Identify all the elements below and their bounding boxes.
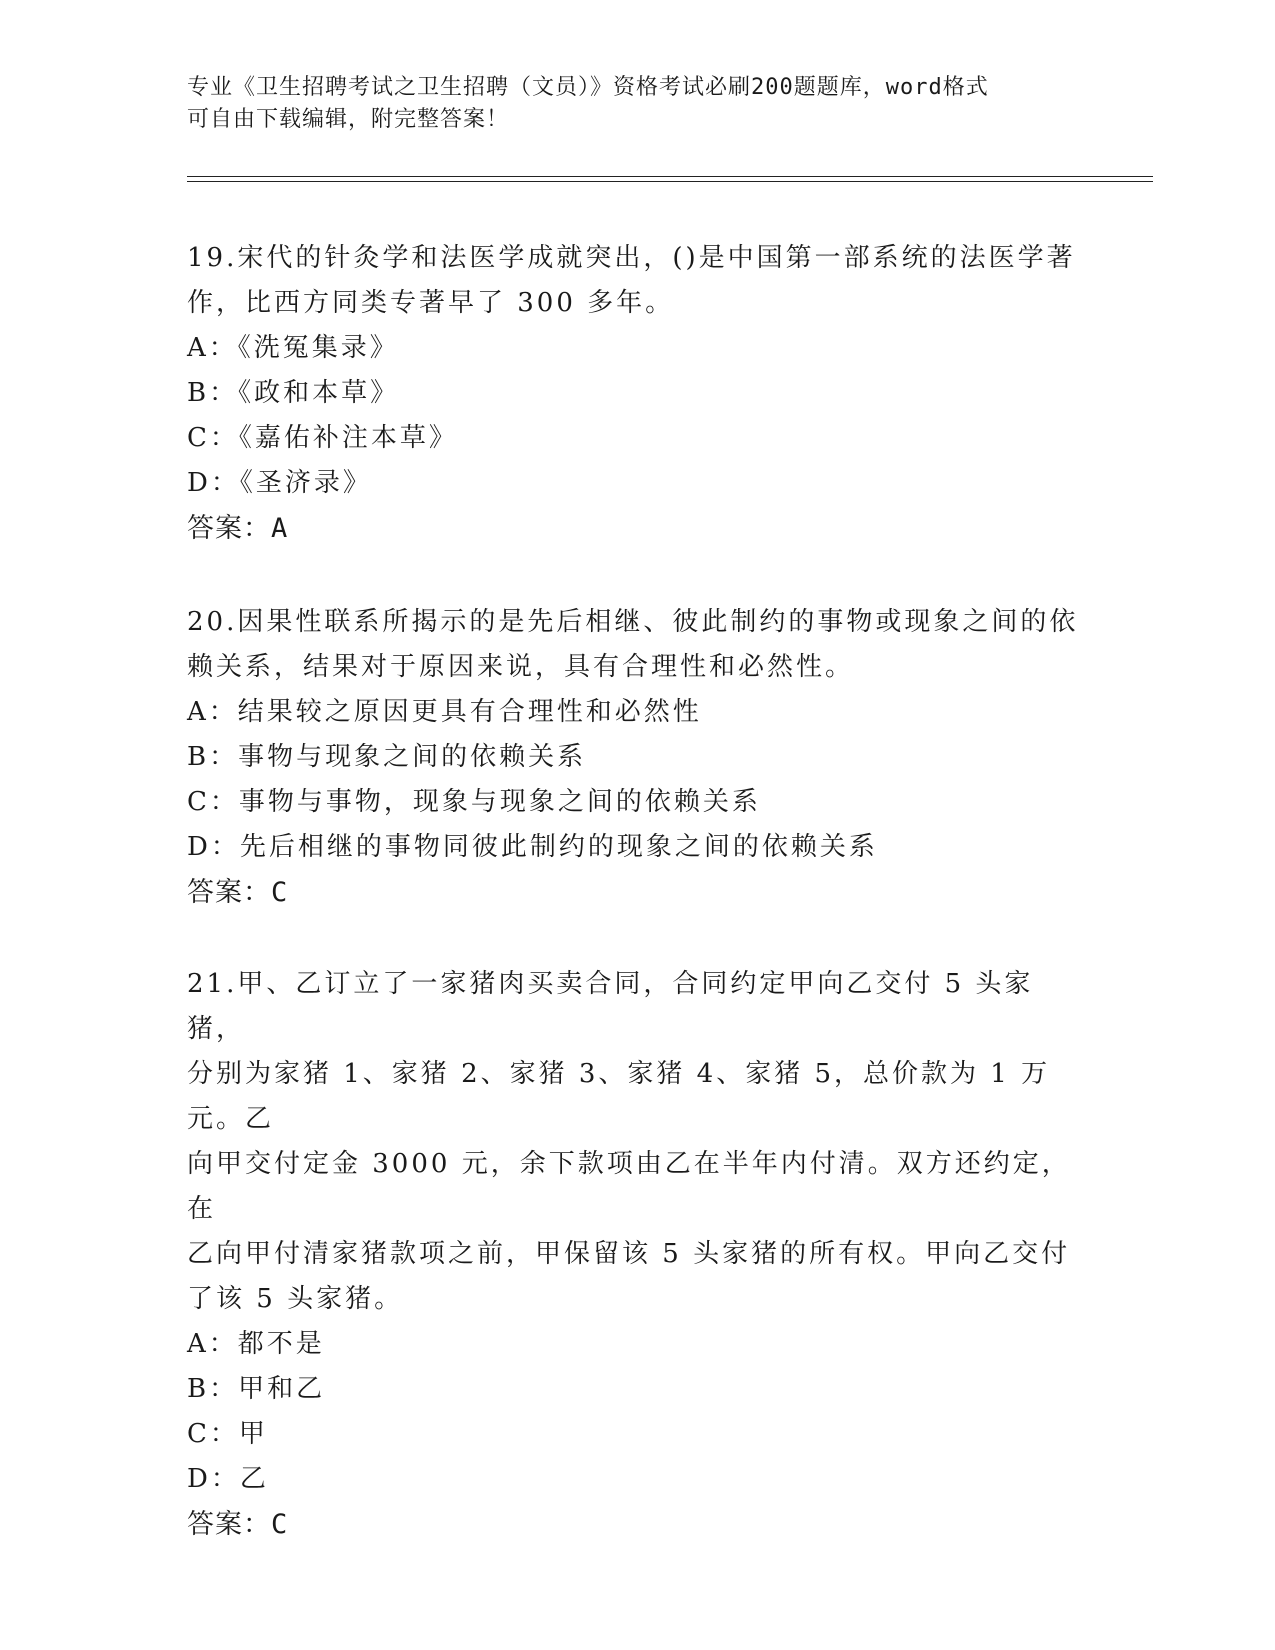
question-text-line: 分别为家猪 1、家猪 2、家猪 3、家猪 4、家猪 5，总价款为 1 万元。乙	[187, 1059, 1051, 1134]
document-header	[187, 72, 1067, 136]
option-d: D：乙	[187, 1464, 269, 1494]
option-b: B：事物与现象之间的依赖关系	[187, 742, 587, 772]
option-b: B：《政和本草》	[187, 378, 400, 408]
answer-line: 答案：C	[187, 1509, 289, 1540]
question-text-line: 赖关系，结果对于原因来说，具有合理性和必然性。	[187, 652, 855, 682]
answer-line: 答案：A	[187, 513, 289, 544]
option-d: D：先后相继的事物同彼此制约的现象之间的依赖关系	[187, 832, 878, 862]
question-text-line: 作，比西方同类专著早了 300 多年。	[187, 288, 675, 318]
question-text-line: 乙向甲付清家猪款项之前，甲保留该 5 头家猪的所有权。甲向乙交付	[187, 1239, 1071, 1269]
question-text-line: 向甲交付定金 3000 元，余下款项由乙在半年内付清。双方还约定，在	[187, 1149, 1071, 1224]
question-20	[187, 600, 1087, 915]
header-divider-bottom	[187, 181, 1153, 182]
option-c: C：《嘉佑补注本草》	[187, 423, 458, 453]
header-line-2: 可自由下载编辑，附完整答案！	[187, 107, 510, 132]
question-text-line: 19.宋代的针灸学和法医学成就突出，()是中国第一部系统的法医学著	[187, 243, 1076, 273]
header-divider-top	[187, 176, 1153, 177]
option-c: C：事物与事物，现象与现象之间的依赖关系	[187, 787, 761, 817]
option-a: A：结果较之原因更具有合理性和必然性	[187, 697, 702, 727]
option-a: A：《洗冤集录》	[187, 333, 399, 363]
option-d: D：《圣济录》	[187, 468, 372, 498]
option-a: A：都不是	[187, 1329, 325, 1359]
option-b: B：甲和乙	[187, 1374, 326, 1404]
question-text-line: 20.因果性联系所揭示的是先后相继、彼此制约的事物或现象之间的依	[187, 607, 1079, 637]
question-19	[187, 236, 1087, 551]
question-21	[187, 962, 1087, 1547]
question-text-line: 了该 5 头家猪。	[187, 1284, 404, 1314]
option-c: C：甲	[187, 1419, 268, 1449]
question-text-line: 21.甲、乙订立了一家猪肉买卖合同，合同约定甲向乙交付 5 头家猪，	[187, 969, 1034, 1044]
answer-line: 答案：C	[187, 877, 289, 908]
header-line-1: 专业《卫生招聘考试之卫生招聘（文员）》资格考试必刷200题题库，word格式	[187, 75, 989, 100]
